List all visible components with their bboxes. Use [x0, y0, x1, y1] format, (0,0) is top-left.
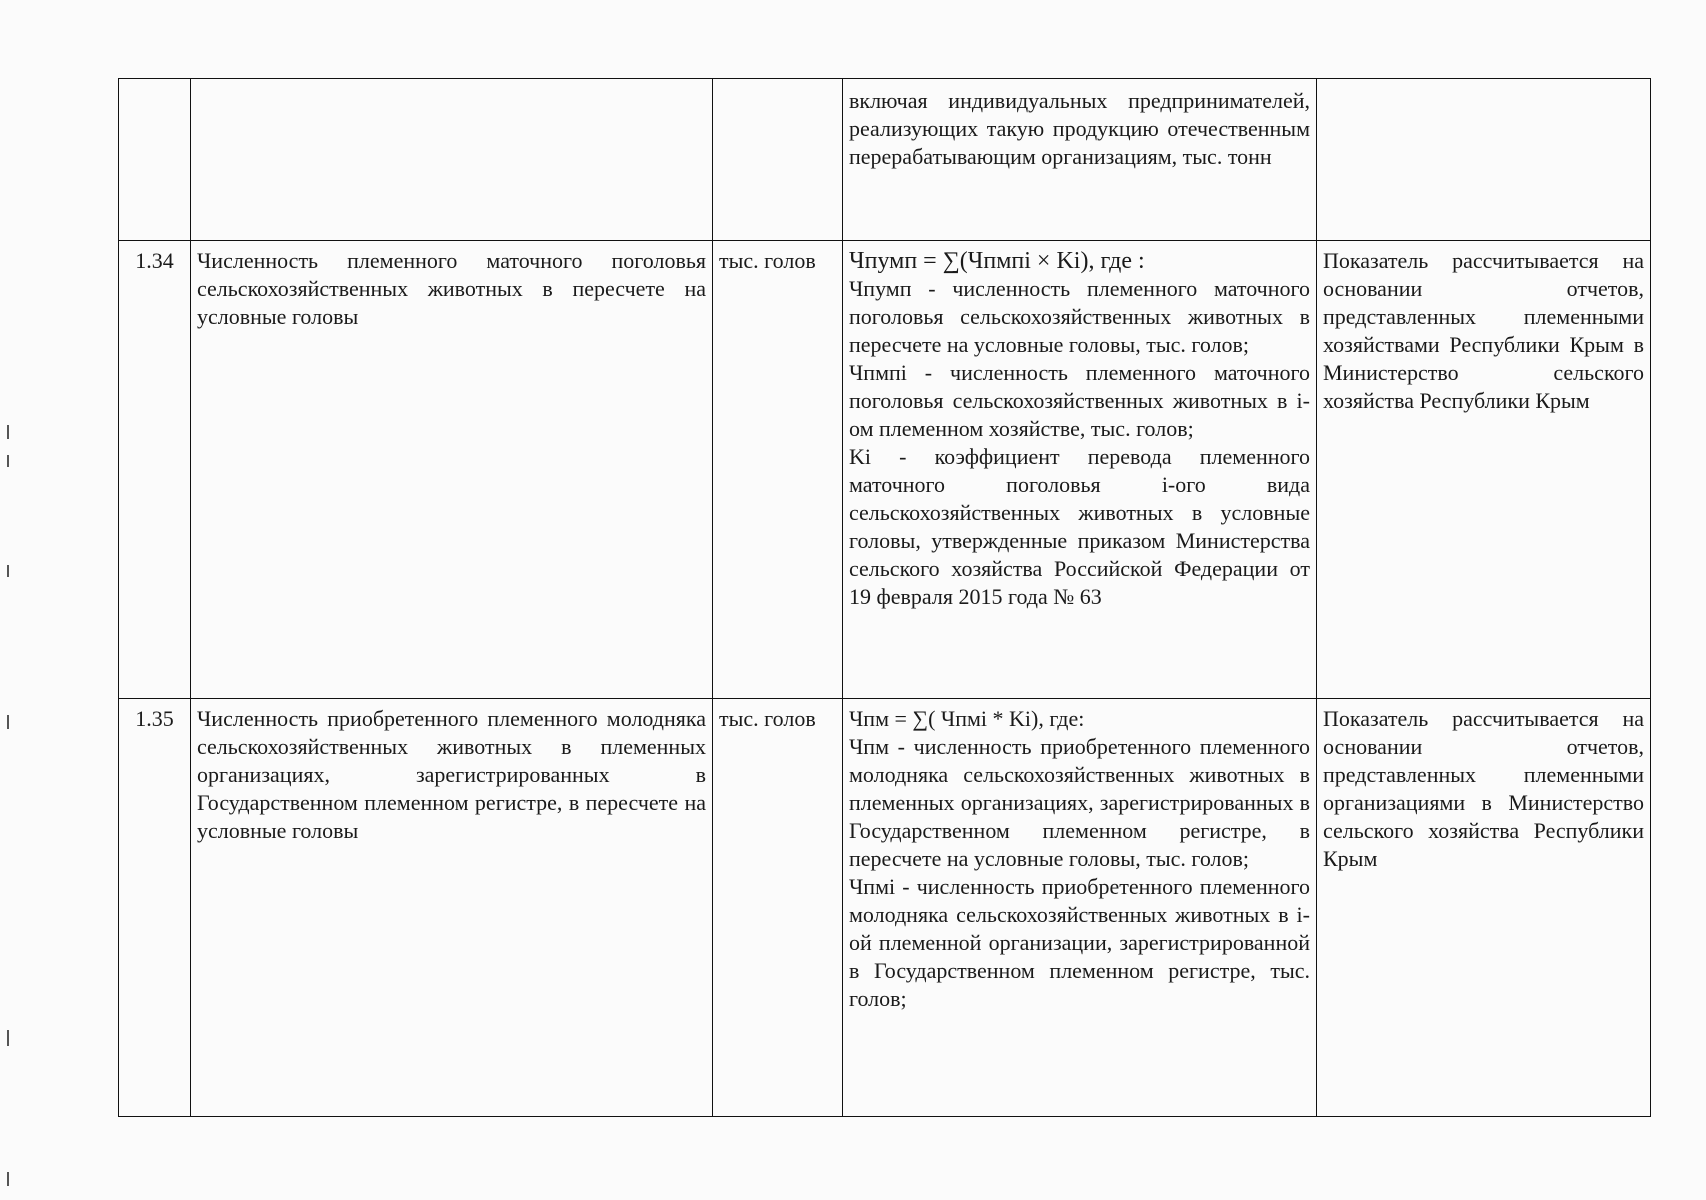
- data-source-cell: Показатель рассчитывается на основании отчетов, представленных племенными хозяйствами Республики Крым в Министерство сельского хозяйства Республики Крым: [1317, 241, 1651, 699]
- row-number-cell: 1.34: [119, 241, 191, 699]
- data-source-cell: Показатель рассчитывается на основании отчетов, представленных племенными организациями в Министерство сельского хозяйства Республики Крым: [1317, 699, 1651, 1117]
- formula: Чпумп = ∑(Чпмпi × Ki), где :: [849, 248, 1145, 274]
- unit-cell: тыс. голов: [713, 241, 843, 699]
- row-number-cell: [119, 79, 191, 241]
- table-row-1-35: [119, 699, 1651, 1117]
- row-number-cell: 1.35: [119, 699, 191, 1117]
- scan-margin-mark: [7, 715, 9, 729]
- data-source-cell: [1317, 79, 1651, 241]
- table-row-continuation: [119, 79, 1651, 241]
- definition-item: Чпмпi - численность племенного маточного поголовья сельскохозяйственных животных в i-ом племенном хозяйстве, тыс. голов;: [849, 360, 1310, 441]
- scan-margin-mark: [7, 1172, 9, 1186]
- unit-cell: тыс. голов: [713, 699, 843, 1117]
- scan-margin-mark: [7, 455, 9, 467]
- calculation-method-cell: [843, 241, 1317, 699]
- calculation-method-cell: включая индивидуальных предпринимателей, реализующих такую продукцию отечественным перерабатывающим организациям, тыс. тонн: [843, 79, 1317, 241]
- definition-item: Чпмi - численность приобретенного племенного молодняка сельскохозяйственных животных в i-ой племенной организации, зарегистрированной в Государственном племенном регистре, тыс. голов;: [849, 874, 1310, 1011]
- scan-margin-mark: [7, 425, 9, 439]
- indicator-name-cell: Численность приобретенного племенного молодняка сельскохозяйственных животных в племенных организациях, зарегистрированных в Государственном племенном регистре, в пересчете на условные головы: [191, 699, 713, 1117]
- scan-margin-mark: [7, 565, 9, 577]
- definition-item: Чпумп - численность племенного маточного поголовья сельскохозяйственных животных в пересчете на условные головы, тыс. голов;: [849, 276, 1310, 357]
- table-row-1-34: [119, 241, 1651, 699]
- calculation-method-cell: [843, 699, 1317, 1117]
- scan-margin-mark: [7, 1030, 9, 1046]
- formula: Чпм = ∑( Чпмi * Ki), где:: [849, 706, 1085, 731]
- indicator-name-cell: [191, 79, 713, 241]
- indicators-table: [118, 78, 1651, 1117]
- definition-item: Чпм - численность приобретенного племенного молодняка сельскохозяйственных животных в племенных организациях, зарегистрированных в Государственном племенном регистре, в пересчете на условные головы, тыс. голов;: [849, 734, 1310, 871]
- unit-cell: [713, 79, 843, 241]
- indicator-name-cell: Численность племенного маточного поголовья сельскохозяйственных животных в пересчете на условные головы: [191, 241, 713, 699]
- definition-item: Ki - коэффициент перевода племенного маточного поголовья i-ого вида сельскохозяйственных животных в условные головы, утвержденные приказом Министерства сельского хозяйства Российской Федерации от 19 февраля 2015 года № 63: [849, 444, 1310, 609]
